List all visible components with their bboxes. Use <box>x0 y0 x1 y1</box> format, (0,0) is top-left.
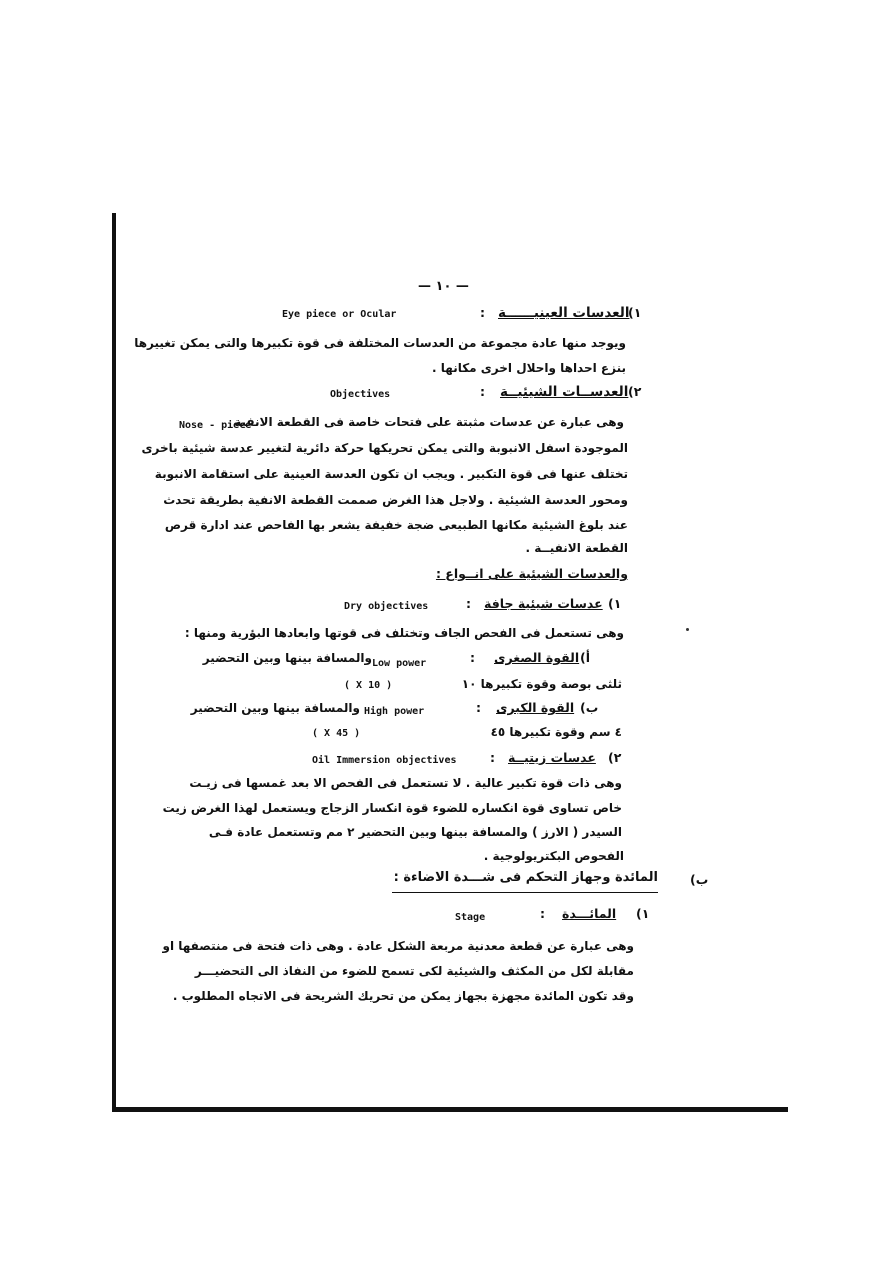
page-bottom-border <box>112 1107 788 1112</box>
low-power-magnification: ( X 10 ) <box>344 680 393 691</box>
high-power-english: High power <box>364 706 425 717</box>
high-power-title: القوة الكبرى <box>496 700 575 715</box>
high-power-text: والمسافة بينها وبين التحضير <box>190 701 360 715</box>
low-power-line-2: ثلثى بوصة وقوة تكبيرها ١٠ <box>461 677 622 691</box>
section-2-line-2: الموجودة اسفل الانبوبة والتى يمكن تحريكها حركة دائرية لتغيير عدسة شيئية باخرى <box>141 441 628 455</box>
section-2-colon: : <box>480 384 485 399</box>
oil-title: عدسات زيتيــة <box>508 750 596 765</box>
section-1-title: العدسات العينيــــــة <box>498 305 630 321</box>
high-power-line-2: ٤ سم وقوة تكبيرها ٤٥ <box>490 725 622 739</box>
section-2-english: Objectives <box>330 389 391 400</box>
oil-number: ٢) <box>608 750 622 765</box>
section-1-line-2: بنزع احداها واحلال اخرى مكانها . <box>432 361 626 375</box>
section-2-line-5: عند بلوغ الشيئية مكانها الطبيعى ضجة خفيفة يشعر بها الفاحص عند ادارة قرص <box>164 518 628 532</box>
low-power-title: القوة الصغرى <box>494 650 580 665</box>
dry-title: عدسات شيئية جافة <box>484 596 603 611</box>
section-2-line-6: القطعة الانفيــة . <box>525 541 628 555</box>
section-2-line-1: وهى عبارة عن عدسات مثبتة على فتحات خاصة فى القطعة الانفية <box>234 415 624 429</box>
dry-colon: : <box>466 596 471 611</box>
stage-line-3: وقد تكون المائدة مجهزة بجهاز يمكن من تحريك الشريحة فى الاتجاه المطلوب . <box>172 989 634 1003</box>
section-1-number: ١) <box>628 305 642 320</box>
dry-intro: وهى تستعمل فى الفحص الجاف وتختلف فى قوتها وابعادها البؤرية ومنها : <box>184 626 624 640</box>
oil-english: Oil Immersion objectives <box>312 755 457 766</box>
stage-line-1: وهى عبارة عن قطعة معدنية مربعة الشكل عادة . وهى ذات فتحة فى منتصفها او <box>162 939 634 953</box>
stage-number: ١) <box>636 906 650 921</box>
high-power-colon: : <box>476 700 481 715</box>
stage-title: المائـــدة <box>562 906 617 921</box>
section-b-title: المائدة وجهاز التحكم فى شـــدة الاضاءة : <box>393 870 658 885</box>
low-power-number: أ) <box>580 650 590 665</box>
dry-number: ١) <box>608 596 622 611</box>
section-b-number: ب) <box>690 872 709 887</box>
oil-colon: : <box>490 750 495 765</box>
page-left-border <box>112 213 116 1111</box>
section-b-underline <box>392 892 658 893</box>
section-2-number: ٢) <box>628 384 642 399</box>
low-power-colon: : <box>470 650 475 665</box>
objective-types-heading: والعدسات الشيئية على انــواع : <box>435 566 628 581</box>
section-1-line-1: ويوجد منها عادة مجموعة من العدسات المختلفة فى قوة تكبيرها والتى يمكن تغييرها <box>134 336 626 350</box>
section-2-line-3: تختلف عنها فى قوة التكبير . ويجب ان تكون العدسة العينية على استقامة الانبوبة <box>154 467 628 481</box>
low-power-english: Low power <box>372 658 427 669</box>
oil-line-1: وهى ذات قوة تكبير عالية . لا تستعمل فى الفحص الا بعد غمسها فى زيـت <box>189 776 622 790</box>
section-1-colon: : <box>480 305 485 320</box>
page-number: — ١٠ — <box>418 279 469 294</box>
dry-english: Dry objectives <box>344 601 429 612</box>
section-2-line-4: ومحور العدسة الشيئية . ولاجل هذا الغرض صممت القطعة الانفية بطريقة تحدث <box>163 493 628 507</box>
oil-line-2: خاص تساوى قوة انكساره للضوء قوة انكسار الزجاج ويستعمل لهذا الغرض زيت <box>162 801 622 815</box>
scan-speck <box>686 628 689 631</box>
nose-piece-label: Nose - piece <box>179 420 252 431</box>
stage-english: Stage <box>455 912 486 923</box>
stage-colon: : <box>540 906 545 921</box>
high-power-magnification: ( X 45 ) <box>312 728 361 739</box>
section-1-english: Eye piece or Ocular <box>282 309 397 320</box>
oil-line-4: الفحوص البكتريولوجية . <box>483 849 624 863</box>
oil-line-3: السيدر ( الارز ) والمسافة بينها وبين التحضير ٢ مم وتستعمل عادة فـى <box>208 825 622 839</box>
section-2-title: العدســات الشيئيــة <box>500 384 629 400</box>
stage-line-2: مقابلة لكل من المكثف والشيئية لكى تسمح للضوء من النفاذ الى التحضيـــر <box>194 964 634 978</box>
low-power-text: والمسافة بينها وبين التحضير <box>202 651 372 665</box>
high-power-number: ب) <box>580 700 599 715</box>
